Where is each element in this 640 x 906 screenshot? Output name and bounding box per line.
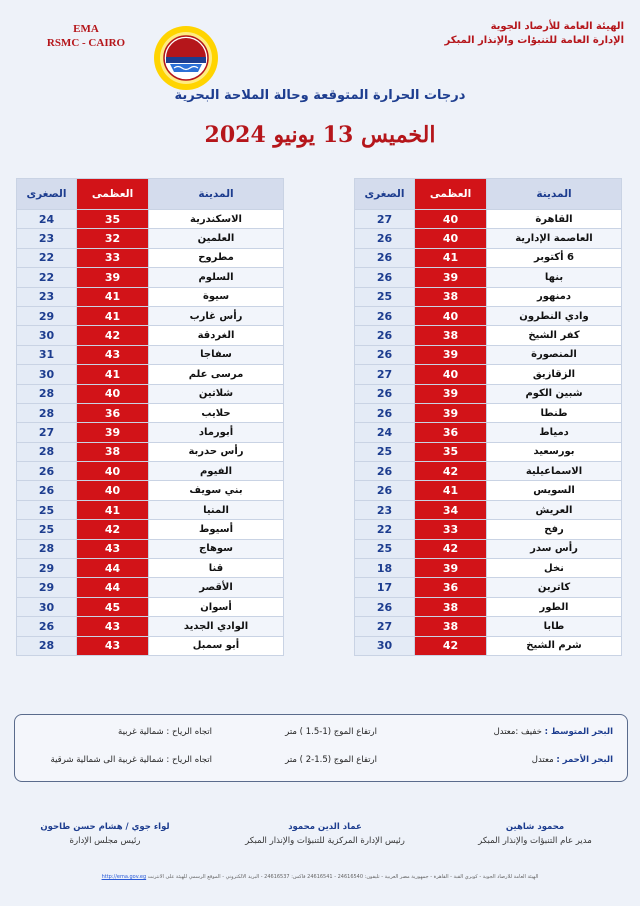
- city-cell: رفح: [487, 520, 622, 539]
- table-row: [355, 423, 622, 442]
- city-cell: رأس سدر: [487, 539, 622, 558]
- min-temp-cell: 25: [355, 442, 415, 461]
- max-temp-cell: 38: [415, 326, 487, 345]
- table-row: [17, 423, 284, 442]
- min-temp-cell: 22: [17, 268, 77, 287]
- header-org-ar: [394, 20, 624, 48]
- min-temp-cell: 27: [355, 617, 415, 636]
- max-temp-cell: 40: [415, 229, 487, 248]
- min-temp-cell: 31: [17, 345, 77, 364]
- wind-direction: اتجاه الرياح : شمالية غربية الى شمالية شرقية: [50, 755, 212, 765]
- sea-conditions-box: [14, 714, 628, 782]
- max-temp-cell: 43: [77, 636, 149, 655]
- table-row: [17, 481, 284, 500]
- temperature-table-right: [354, 178, 622, 656]
- sea-row-red-sea: [15, 755, 627, 775]
- min-temp-cell: 18: [355, 559, 415, 578]
- forecast-date: الخميس 13 يونيو 2024: [204, 122, 436, 148]
- wind-direction: اتجاه الرياح : شمالية غربية: [118, 727, 212, 737]
- table-row: [355, 229, 622, 248]
- min-temp-cell: 29: [17, 559, 77, 578]
- max-temp-cell: 35: [415, 442, 487, 461]
- city-cell: سفاجا: [149, 345, 284, 364]
- table-row: [17, 326, 284, 345]
- table-row: [355, 578, 622, 597]
- city-cell: المنيا: [149, 500, 284, 519]
- min-temp-cell: 25: [17, 520, 77, 539]
- table-row: [17, 500, 284, 519]
- min-temp-cell: 23: [17, 287, 77, 306]
- max-temp-cell: 38: [415, 287, 487, 306]
- max-temp-cell: 42: [415, 636, 487, 655]
- max-temp-cell: 38: [77, 442, 149, 461]
- city-cell: أسيوط: [149, 520, 284, 539]
- max-temp-cell: 43: [77, 617, 149, 636]
- max-temp-cell: 34: [415, 500, 487, 519]
- max-temp-cell: 33: [415, 520, 487, 539]
- table-row: [17, 636, 284, 655]
- max-temp-cell: 42: [415, 539, 487, 558]
- max-temp-cell: 41: [415, 248, 487, 267]
- min-temp-cell: 29: [17, 306, 77, 325]
- max-temp-cell: 39: [415, 268, 487, 287]
- min-temp-cell: 26: [17, 462, 77, 481]
- table-row: [17, 365, 284, 384]
- max-temp-cell: 39: [77, 268, 149, 287]
- min-temp-cell: 17: [355, 578, 415, 597]
- min-temp-cell: 27: [355, 210, 415, 229]
- city-cell: الطور: [487, 597, 622, 616]
- min-temp-cell: 26: [355, 268, 415, 287]
- min-temp-cell: 26: [17, 481, 77, 500]
- table-row: [17, 248, 284, 267]
- max-temp-cell: 40: [415, 210, 487, 229]
- min-temp-cell: 25: [17, 500, 77, 519]
- city-cell: بورسعيد: [487, 442, 622, 461]
- city-cell: الاسكندرية: [149, 210, 284, 229]
- table-row: [355, 365, 622, 384]
- table-row: [17, 559, 284, 578]
- max-temp-cell: 40: [77, 384, 149, 403]
- max-temp-cell: 36: [415, 578, 487, 597]
- max-temp-cell: 41: [415, 481, 487, 500]
- city-cell: شبين الكوم: [487, 384, 622, 403]
- sea-label: البحر الأحمر :: [556, 755, 613, 765]
- table-row: [355, 210, 622, 229]
- max-temp-cell: 39: [415, 345, 487, 364]
- max-temp-cell: 42: [77, 326, 149, 345]
- min-temp-cell: 24: [355, 423, 415, 442]
- city-cell: الفيوم: [149, 462, 284, 481]
- table-row: [355, 403, 622, 422]
- city-cell: الأقصر: [149, 578, 284, 597]
- min-temp-cell: 27: [355, 365, 415, 384]
- min-temp-cell: 22: [355, 520, 415, 539]
- min-temp-cell: 26: [355, 229, 415, 248]
- signature-1: [450, 820, 620, 848]
- city-cell: 6 أكتوبر: [487, 248, 622, 267]
- header-city: المدينة: [487, 179, 622, 210]
- max-temp-cell: 39: [415, 403, 487, 422]
- table-row: [17, 520, 284, 539]
- max-temp-cell: 36: [415, 423, 487, 442]
- footer-link[interactable]: http://ema.gov.eg: [101, 874, 147, 880]
- city-cell: حلايب: [149, 403, 284, 422]
- city-cell: نخل: [487, 559, 622, 578]
- table-row: [355, 326, 622, 345]
- city-cell: الغردقة: [149, 326, 284, 345]
- city-cell: شرم الشيخ: [487, 636, 622, 655]
- max-temp-cell: 41: [77, 306, 149, 325]
- max-temp-cell: 32: [77, 229, 149, 248]
- org-en-line-1: EMA: [73, 23, 99, 35]
- city-cell: بني سويف: [149, 481, 284, 500]
- max-temp-cell: 38: [415, 617, 487, 636]
- city-cell: دمياط: [487, 423, 622, 442]
- min-temp-cell: 25: [355, 539, 415, 558]
- city-cell: أبورماد: [149, 423, 284, 442]
- city-cell: أسوان: [149, 597, 284, 616]
- header-max: العظمى: [77, 179, 149, 210]
- footer-text: الهيئة العامة للأرصاد الجوية - كوبري القبة - القاهرة - جمهورية مصر العربية - تليفون: 24616540 - 24616541 فاكس: 24616537 - البريد الالكتروني - الموقع الرسمي للهيئة على الانترنت: [147, 874, 539, 880]
- max-temp-cell: 39: [415, 384, 487, 403]
- min-temp-cell: 23: [355, 500, 415, 519]
- table-row: [17, 229, 284, 248]
- city-cell: الزقازيق: [487, 365, 622, 384]
- max-temp-cell: 33: [77, 248, 149, 267]
- table-row: [355, 306, 622, 325]
- max-temp-cell: 40: [415, 306, 487, 325]
- signature-name: محمود شاهين: [505, 822, 565, 832]
- signature-3: [20, 820, 190, 848]
- header-min: الصغرى: [17, 179, 77, 210]
- signature-name: عماد الدين محمود: [288, 822, 362, 832]
- table-row: [355, 559, 622, 578]
- table-row: [355, 539, 622, 558]
- wave-height: ارتفاع الموج (1-1.5 ) متر: [285, 727, 377, 737]
- city-cell: وادي النطرون: [487, 306, 622, 325]
- min-temp-cell: 22: [17, 248, 77, 267]
- table-header-row: [17, 179, 284, 210]
- max-temp-cell: 45: [77, 597, 149, 616]
- max-temp-cell: 41: [77, 500, 149, 519]
- table-row: [17, 287, 284, 306]
- header-org-en: [36, 22, 136, 50]
- min-temp-cell: 24: [17, 210, 77, 229]
- sea-label: البحر المتوسط :: [544, 727, 613, 737]
- city-cell: مطروح: [149, 248, 284, 267]
- city-cell: سيوة: [149, 287, 284, 306]
- max-temp-cell: 35: [77, 210, 149, 229]
- header-min: الصغرى: [355, 179, 415, 210]
- table-row: [355, 384, 622, 403]
- max-temp-cell: 40: [415, 365, 487, 384]
- city-cell: رأس غارب: [149, 306, 284, 325]
- table-row: [17, 617, 284, 636]
- max-temp-cell: 39: [415, 559, 487, 578]
- table-row: [355, 462, 622, 481]
- city-cell: العاصمة الإدارية: [487, 229, 622, 248]
- max-temp-cell: 43: [77, 345, 149, 364]
- min-temp-cell: 26: [17, 617, 77, 636]
- sea-state: خفيف :معتدل: [493, 727, 542, 737]
- sea-state: معتدل: [531, 755, 554, 765]
- city-cell: السلوم: [149, 268, 284, 287]
- ema-emblem-icon: [152, 24, 220, 92]
- table-row: [355, 520, 622, 539]
- min-temp-cell: 30: [17, 326, 77, 345]
- min-temp-cell: 26: [355, 481, 415, 500]
- signature-title: رئيس مجلس الإدارة: [69, 836, 141, 846]
- min-temp-cell: 29: [17, 578, 77, 597]
- min-temp-cell: 26: [355, 306, 415, 325]
- city-cell: القاهرة: [487, 210, 622, 229]
- max-temp-cell: 40: [77, 462, 149, 481]
- max-temp-cell: 41: [77, 365, 149, 384]
- table-row: [355, 500, 622, 519]
- min-temp-cell: 28: [17, 403, 77, 422]
- min-temp-cell: 26: [355, 462, 415, 481]
- signature-title: مدير عام التنبؤات والإنذار المبكر: [478, 836, 592, 846]
- org-ar-line-2: الإدارة العامة للتنبؤات والإنذار المبكر: [444, 35, 624, 46]
- min-temp-cell: 23: [17, 229, 77, 248]
- max-temp-cell: 39: [77, 423, 149, 442]
- temperature-table-left: [16, 178, 284, 656]
- table-row: [355, 248, 622, 267]
- table-row: [355, 597, 622, 616]
- table-row: [17, 597, 284, 616]
- min-temp-cell: 26: [355, 597, 415, 616]
- table-row: [355, 636, 622, 655]
- max-temp-cell: 43: [77, 539, 149, 558]
- min-temp-cell: 26: [355, 345, 415, 364]
- page-title: درجات الحرارة المتوقعة وحالة الملاحة البحرية: [174, 88, 466, 103]
- min-temp-cell: 30: [17, 597, 77, 616]
- min-temp-cell: 28: [17, 636, 77, 655]
- min-temp-cell: 26: [355, 384, 415, 403]
- city-cell: الاسماعيلية: [487, 462, 622, 481]
- table-row: [355, 481, 622, 500]
- city-cell: سوهاج: [149, 539, 284, 558]
- table-row: [17, 345, 284, 364]
- max-temp-cell: 41: [77, 287, 149, 306]
- table-row: [17, 306, 284, 325]
- signature-title: رئيس الإدارة المركزية للتنبؤات والإنذار المبكر: [245, 836, 405, 846]
- city-cell: العلمين: [149, 229, 284, 248]
- max-temp-cell: 38: [415, 597, 487, 616]
- min-temp-cell: 27: [17, 423, 77, 442]
- min-temp-cell: 25: [355, 287, 415, 306]
- max-temp-cell: 40: [77, 481, 149, 500]
- city-cell: العريش: [487, 500, 622, 519]
- min-temp-cell: 28: [17, 384, 77, 403]
- min-temp-cell: 26: [355, 403, 415, 422]
- org-en-line-2: RSMC - CAIRO: [46, 37, 126, 49]
- max-temp-cell: 42: [77, 520, 149, 539]
- min-temp-cell: 30: [17, 365, 77, 384]
- table-row: [355, 617, 622, 636]
- org-ar-line-1: الهيئة العامة للأرصاد الجوية: [490, 21, 624, 32]
- header-max: العظمى: [415, 179, 487, 210]
- signature-2: [240, 820, 410, 848]
- table-row: [17, 384, 284, 403]
- footer: [30, 874, 610, 880]
- city-cell: مرسى علم: [149, 365, 284, 384]
- max-temp-cell: 36: [77, 403, 149, 422]
- table-row: [17, 539, 284, 558]
- signature-name: لواء جوي / هشام حسن طاحون: [40, 822, 170, 832]
- min-temp-cell: 28: [17, 442, 77, 461]
- table-row: [17, 210, 284, 229]
- city-cell: الوادي الجديد: [149, 617, 284, 636]
- min-temp-cell: 26: [355, 248, 415, 267]
- table-row: [17, 442, 284, 461]
- table-row: [355, 287, 622, 306]
- max-temp-cell: 42: [415, 462, 487, 481]
- table-row: [17, 578, 284, 597]
- city-cell: رأس حدربة: [149, 442, 284, 461]
- city-cell: قنا: [149, 559, 284, 578]
- min-temp-cell: 26: [355, 326, 415, 345]
- header-city: المدينة: [149, 179, 284, 210]
- city-cell: طابا: [487, 617, 622, 636]
- min-temp-cell: 30: [355, 636, 415, 655]
- city-cell: المنصورة: [487, 345, 622, 364]
- city-cell: السويس: [487, 481, 622, 500]
- table-row: [17, 403, 284, 422]
- wave-height: ارتفاع الموج (1.5-2 ) متر: [285, 755, 377, 765]
- city-cell: دمنهور: [487, 287, 622, 306]
- table-row: [355, 268, 622, 287]
- table-row: [355, 442, 622, 461]
- city-cell: أبو سمبل: [149, 636, 284, 655]
- max-temp-cell: 44: [77, 559, 149, 578]
- table-header-row: [355, 179, 622, 210]
- table-row: [17, 268, 284, 287]
- sea-row-mediterranean: [15, 727, 627, 747]
- city-cell: شلاتين: [149, 384, 284, 403]
- table-row: [17, 462, 284, 481]
- max-temp-cell: 44: [77, 578, 149, 597]
- city-cell: كاترين: [487, 578, 622, 597]
- table-row: [355, 345, 622, 364]
- city-cell: كفر الشيخ: [487, 326, 622, 345]
- min-temp-cell: 28: [17, 539, 77, 558]
- city-cell: طنطا: [487, 403, 622, 422]
- city-cell: بنها: [487, 268, 622, 287]
